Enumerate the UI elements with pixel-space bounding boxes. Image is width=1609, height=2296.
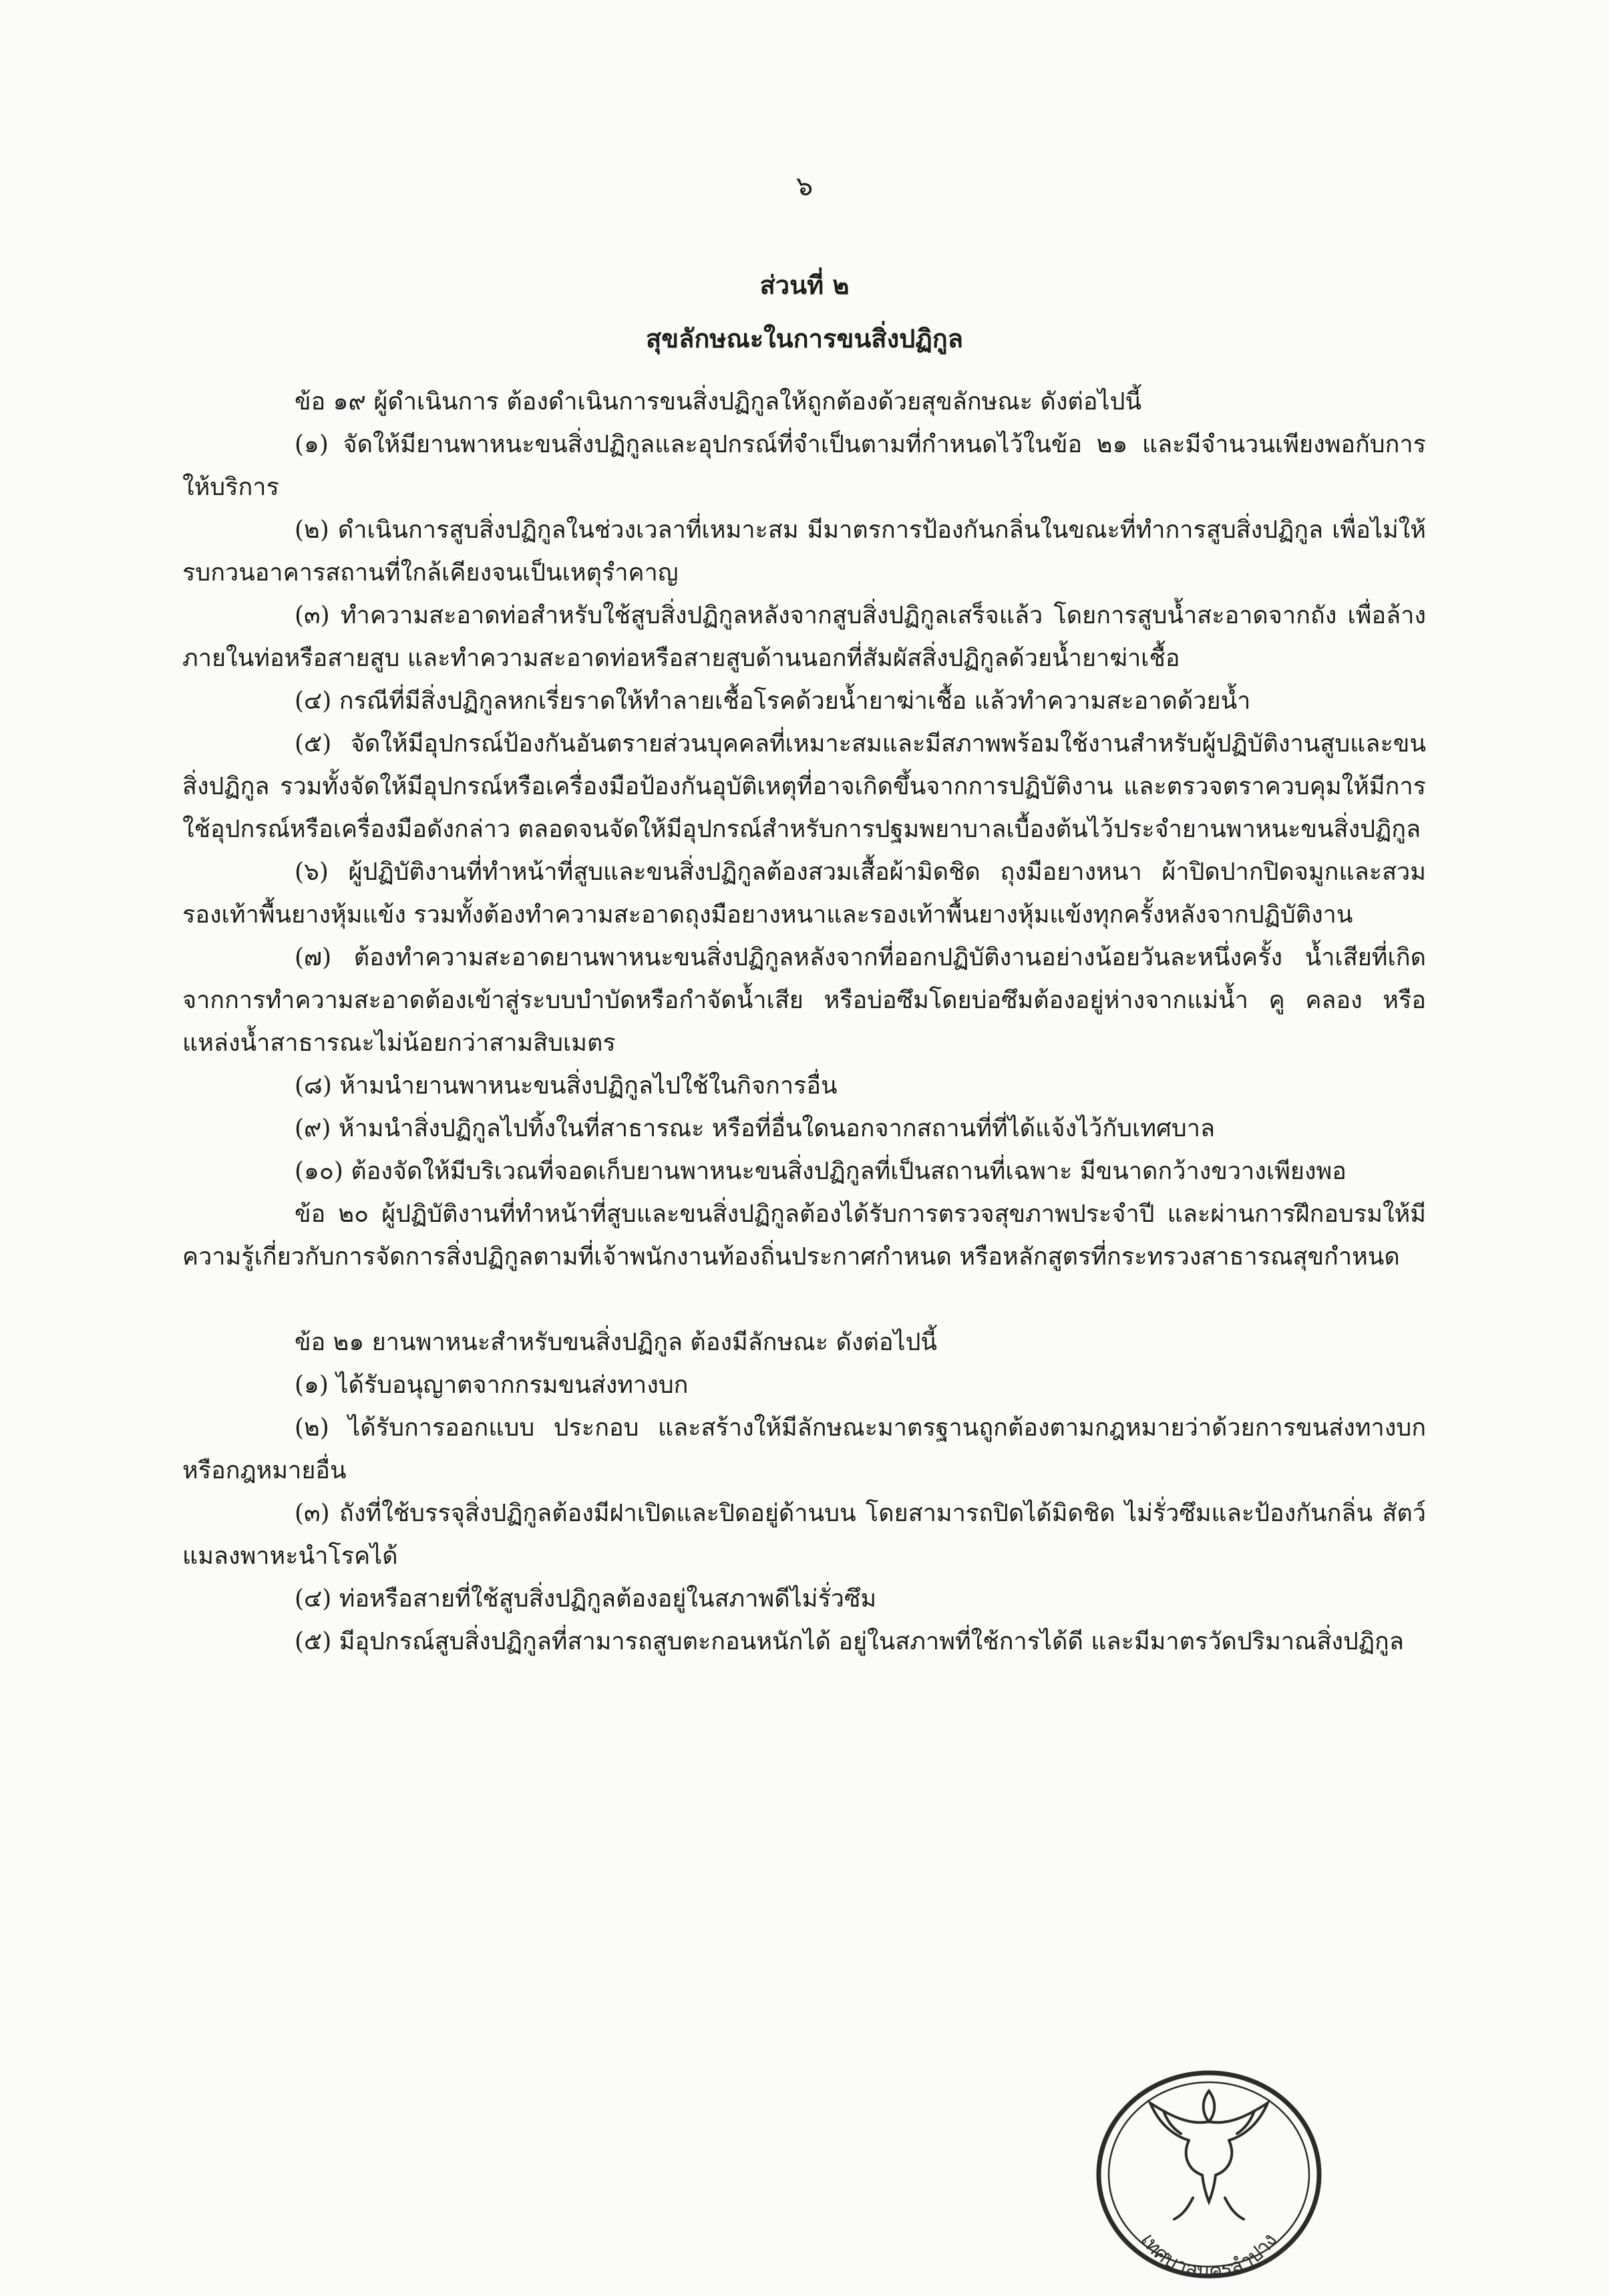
clause-21-item-4: (๔) ท่อหรือสายที่ใช้สูบสิ่งปฏิกูลต้องอยู่ในสภาพดีไม่รั่วซึม [295,1585,877,1613]
clause-21-item-2: (๒) ได้รับการออกแบบ ประกอบ และสร้างให้มีลักษณะมาตรฐานถูกต้องตามกฎหมายว่าด้วยการขนส่งทางบกหรือกฎหมายอื่น [182,1414,1426,1484]
seal-text: เทศบาลนครลำปาง [1135,2229,1282,2284]
clause-19-item-8: (๘) ห้ามนำยานพาหนะขนสิ่งปฏิกูลไปใช้ในกิจการอื่น [295,1072,838,1100]
document-body [182,381,1426,1663]
clause-21-item-3: (๓) ถังที่ใช้บรรจุสิ่งปฏิกูลต้องมีฝาเปิดและปิดอยู่ด้านบน โดยสามารถปิดได้มิดชิด ไม่รั่วซึมและป้องกันกลิ่น สัตว์ แมลงพาหะนำโรคได้ [182,1500,1426,1570]
section-subtitle: สุขลักษณะในการขนสิ่งปฏิกูล [645,323,964,353]
clause-19-item-5: (๕) จัดให้มีอุปกรณ์ป้องกันอันตรายส่วนบุคคลที่เหมาะสมและมีสภาพพร้อมใช้งานสำหรับผู้ปฏิบัติงานสูบและขนสิ่งปฏิกูล รวมทั้งจัดให้มีอุปกรณ์หรือเครื่องมือป้องกันอุบัติเหตุที่อาจเกิดขึ้นจากการปฏิบัติงาน และตรวจตราควบคุมให้มีการใช้อุปกรณ์หรือเครื่องมือดังกล่าว ตลอดจนจัดให้มีอุปกรณ์สำหรับการปฐมพยาบาลเบื้องต้นไว้ประจำยานพาหนะขนสิ่งปฏิกูล [182,730,1426,843]
clause-21: ข้อ ๒๑ ยานพาหนะสำหรับขนสิ่งปฏิกูล ต้องมีลักษณะ ดังต่อไปนี้ [295,1329,938,1356]
clause-19-item-10: (๑๐) ต้องจัดให้มีบริเวณที่จอดเก็บยานพาหนะขนสิ่งปฏิกูลที่เป็นสถานที่เฉพาะ มีขนาดกว้างขวางเพียงพอ [295,1158,1347,1185]
clause-20: ข้อ ๒๐ ผู้ปฏิบัติงานที่ทำหน้าที่สูบและขนสิ่งปฏิกูลต้องได้รับการตรวจสุขภาพประจำปี และผ่านการฝึกอบรมให้มีความรู้เกี่ยวกับการจัดการสิ่งปฏิกูลตามที่เจ้าพนักงานท้องถิ่นประกาศกำหนด หรือหลักสูตรที่กระทรวงสาธารณสุขกำหนด [182,1200,1426,1271]
clause-19-item-2: (๒) ดำเนินการสูบสิ่งปฏิกูลในช่วงเวลาที่เหมาะสม มีมาตรการป้องกันกลิ่นในขณะที่ทำการสูบสิ่งปฏิกูล เพื่อไม่ให้รบกวนอาคารสถานที่ใกล้เคียงจนเป็นเหตุรำคาญ [182,516,1426,587]
section-title: ส่วนที่ ๒ [759,270,850,300]
clause-19-item-6: (๖) ผู้ปฏิบัติงานที่ทำหน้าที่สูบและขนสิ่งปฏิกูลต้องสวมเสื้อผ้ามิดชิด ถุงมือยางหนา ผ้าปิดปากปิดจมูกและสวมรองเท้าพื้นยางหุ้มแข้ง รวมทั้งต้องทำความสะอาดถุงมือยางหนาและรองเท้าพื้นยางหุ้มแข้งทุกครั้งหลังจากปฏิบัติงาน [182,858,1426,929]
clause-19-item-7: (๗) ต้องทำความสะอาดยานพาหนะขนสิ่งปฏิกูลหลังจากที่ออกปฏิบัติงานอย่างน้อยวันละหนึ่งครั้ง น้ำเสียที่เกิดจากการทำความสะอาดต้องเข้าสู่ระบบบำบัดหรือกำจัดน้ำเสีย หรือบ่อซึมโดยบ่อซึมต้องอยู่ห่างจากแม่น้ำ คู คลอง หรือแหล่งน้ำสาธารณะไม่น้อยกว่าสามสิบเมตร [182,944,1426,1057]
clause-19-item-1: (๑) จัดให้มียานพาหนะขนสิ่งปฏิกูลและอุปกรณ์ที่จำเป็นตามที่กำหนดไว้ในข้อ ๒๑ และมีจำนวนเพียงพอกับการให้บริการ [182,431,1426,501]
page-number: ๖ [795,171,814,202]
clause-19-item-3: (๓) ทำความสะอาดท่อสำหรับใช้สูบสิ่งปฏิกูลหลังจากสูบสิ่งปฏิกูลเสร็จแล้ว โดยการสูบน้ำสะอาดจากถัง เพื่อล้างภายในท่อหรือสายสูบ และทำความสะอาดท่อหรือสายสูบด้านนอกที่สัมผัสสิ่งปฏิกูลด้วยน้ำยาฆ่าเชื้อ [182,602,1426,672]
clause-21-item-5: (๕) มีอุปกรณ์สูบสิ่งปฏิกูลที่สามารถสูบตะกอนหนักได้ อยู่ในสภาพที่ใช้การได้ดี และมีมาตรวัดปริมาณสิ่งปฏิกูล [295,1628,1404,1655]
clause-19-item-9: (๙) ห้ามนำสิ่งปฏิกูลไปทิ้งในที่สาธารณะ หรือที่อื่นใดนอกจากสถานที่ที่ได้แจ้งไว้กับเทศบาล [295,1115,1216,1142]
garuda-seal-icon [1089,2064,1329,2285]
clause-19-item-4: (๔) กรณีที่มีสิ่งปฏิกูลหกเรี่ยราดให้ทำลายเชื้อโรคด้วยน้ำยาฆ่าเชื้อ แล้วทำความสะอาดด้วยน้ำ [295,687,1251,715]
clause-21-item-1: (๑) ได้รับอนุญาตจากกรมขนส่งทางบก [295,1371,689,1399]
clause-19: ข้อ ๑๙ ผู้ดำเนินการ ต้องดำเนินการขนสิ่งปฏิกูลให้ถูกต้องด้วยสุขลักษณะ ดังต่อไปนี้ [295,388,1142,416]
svg-text:เทศบาลนครลำปาง [1136,2229,1282,2283]
